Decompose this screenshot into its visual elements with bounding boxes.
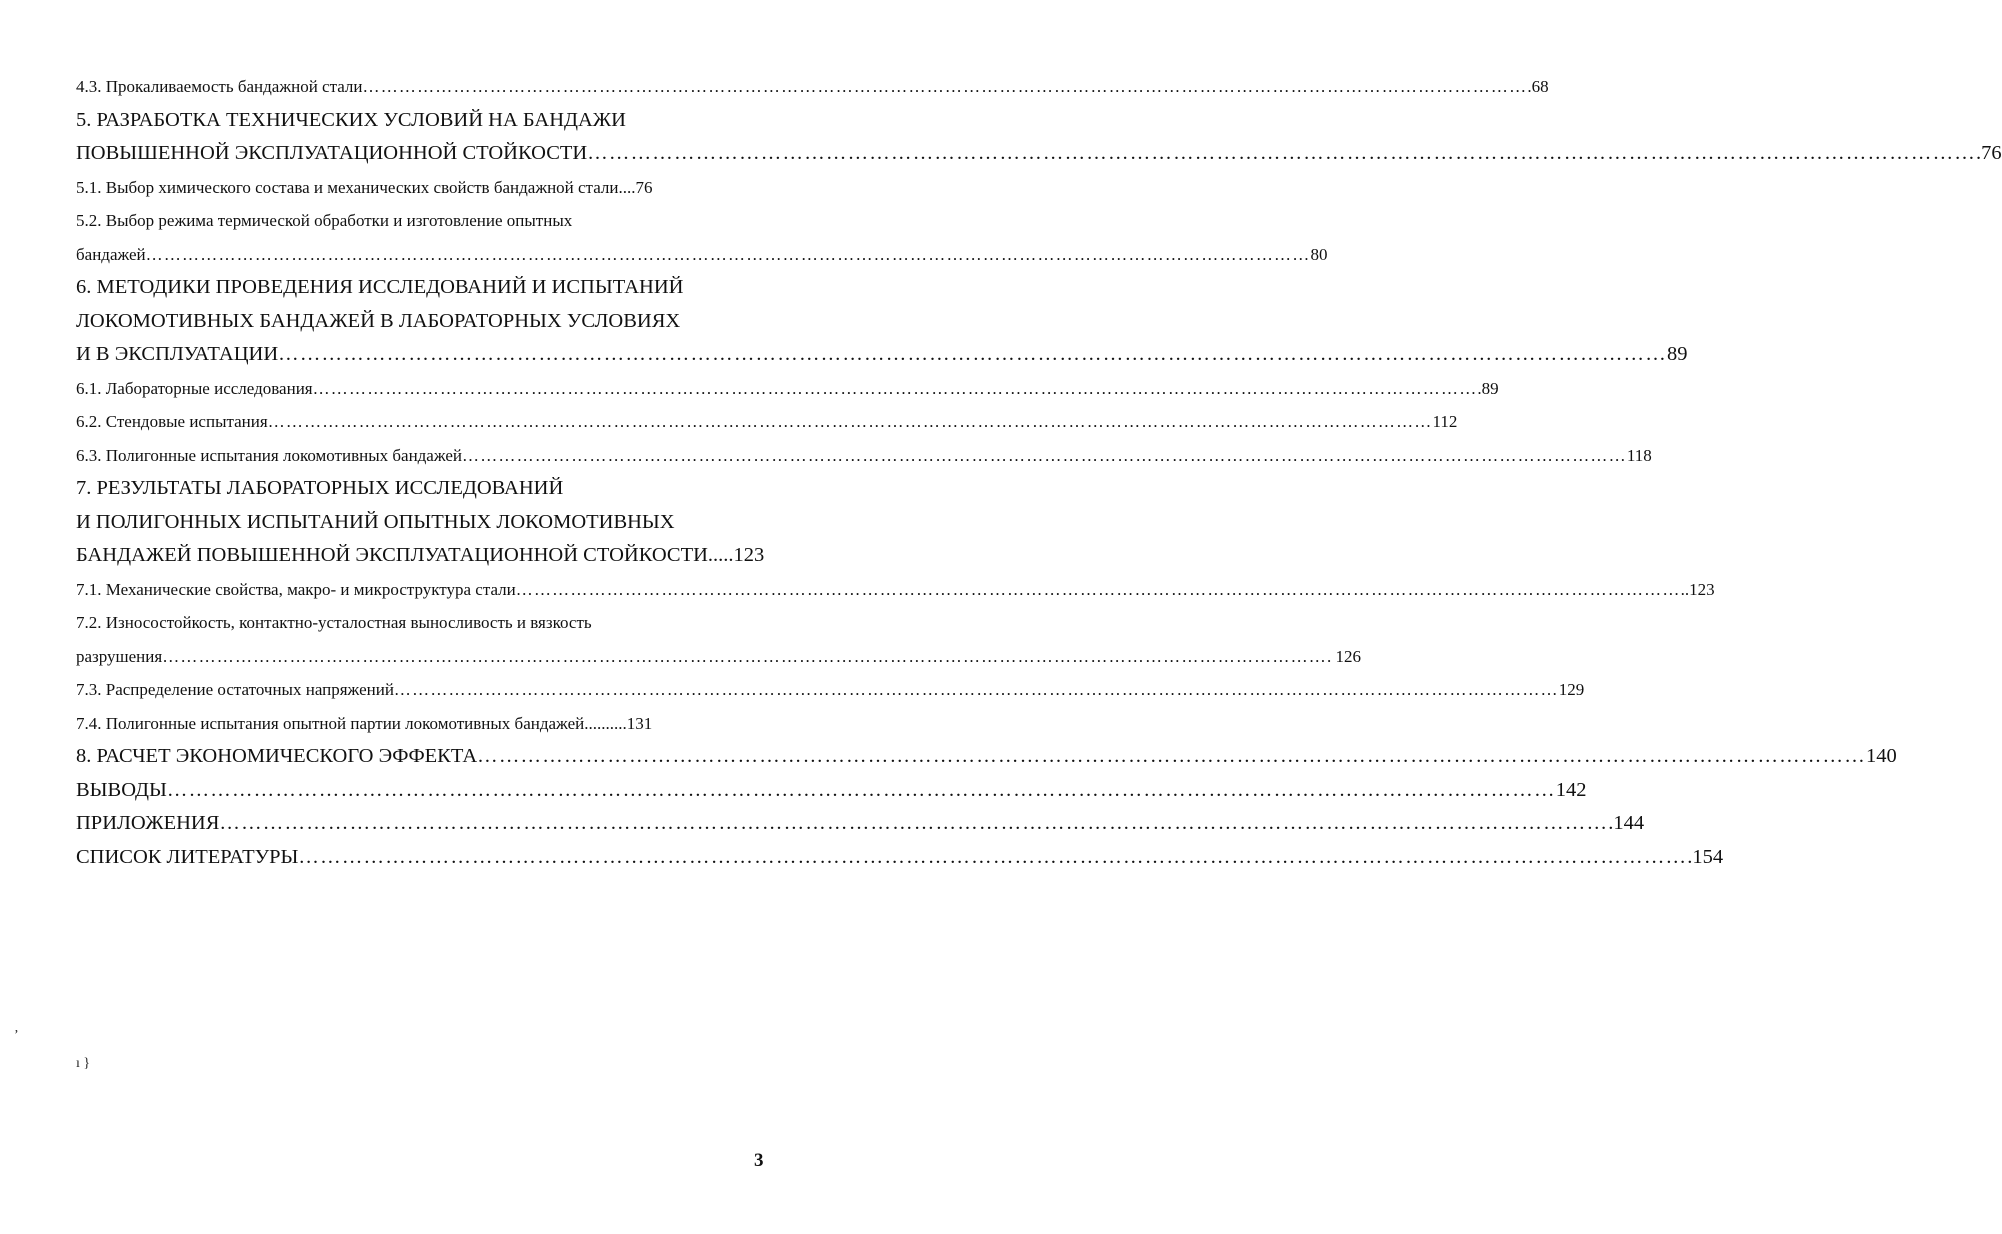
toc-entry-title: 6. МЕТОДИКИ ПРОВЕДЕНИЯ ИССЛЕДОВАНИЙ И ИСПЫТАНИЙ	[76, 276, 684, 298]
table-of-contents	[76, 70, 2002, 874]
toc-leader-dots	[516, 573, 1681, 607]
toc-leader-dots	[167, 774, 1556, 808]
toc-entry-title: 4.3. Прокаливаемость бандажной стали	[76, 77, 363, 96]
toc-entry-page: ..........131	[584, 713, 653, 733]
toc-entry	[76, 104, 744, 138]
toc-leader-dots	[162, 640, 1327, 674]
toc-entry	[76, 673, 1585, 707]
toc-leader-dots	[587, 137, 1976, 171]
toc-entry-title: ПРИЛОЖЕНИЯ	[76, 812, 220, 834]
toc-entry-title: 6.2. Стендовые испытания	[76, 412, 268, 431]
toc-entry-title: 7.1. Механические свойства, макро- и микроструктура стали	[76, 579, 516, 599]
toc-entry	[76, 606, 744, 640]
toc-entry	[76, 807, 1645, 841]
toc-entry-title: 5.1. Выбор химического состава и механических свойств бандажной стали	[76, 177, 619, 197]
toc-entry-title: 7.3. Распределение остаточных напряжений	[76, 680, 394, 699]
toc-entry	[76, 740, 1897, 774]
toc-entry	[76, 204, 744, 238]
toc-entry-title: 7. РЕЗУЛЬТАТЫ ЛАБОРАТОРНЫХ ИССЛЕДОВАНИЙ	[76, 477, 564, 499]
toc-leader-dots	[477, 740, 1866, 774]
toc-entry-title: 7.2. Износостойкость, контактно-усталостная выносливость и вязкость	[76, 613, 592, 632]
toc-leader-dots	[268, 405, 1433, 439]
stray-mark: ʼ	[14, 1028, 19, 1043]
toc-entry	[76, 271, 744, 305]
toc-entry-title: 6.1. Лабораторные исследования	[76, 378, 313, 398]
toc-entry-page: .89	[1477, 378, 1499, 398]
toc-entry-page: 89	[1666, 343, 1688, 365]
toc-entry-page: 112	[1432, 412, 1458, 431]
toc-entry-page: ..123	[1680, 579, 1715, 599]
page-number: 3	[754, 1150, 764, 1171]
toc-entry	[76, 841, 1724, 875]
toc-leader-dots	[462, 439, 1627, 473]
toc-entry-page: 142	[1555, 778, 1587, 801]
toc-entry-title: И ПОЛИГОННЫХ ИСПЫТАНИЙ ОПЫТНЫХ ЛОКОМОТИВНЫХ	[76, 510, 675, 533]
toc-entry-page: ....76	[618, 177, 653, 197]
toc-entry	[76, 305, 744, 339]
toc-entry	[76, 539, 765, 573]
toc-entry	[76, 137, 2002, 171]
toc-entry-title: 5. РАЗРАБОТКА ТЕХНИЧЕСКИХ УСЛОВИЙ НА БАНДАЖИ	[76, 108, 626, 131]
toc-entry	[76, 707, 744, 741]
toc-entry-title: ПОВЫШЕННОЙ ЭКСПЛУАТАЦИОННОЙ СТОЙКОСТИ	[76, 142, 588, 164]
toc-entry-page: 118	[1626, 445, 1652, 465]
toc-leader-dots	[313, 372, 1478, 406]
toc-entry-title: 6.3. Полигонные испытания локомотивных бандажей	[76, 445, 463, 465]
toc-entry-title: бандажей	[76, 244, 146, 264]
toc-entry	[76, 640, 1361, 674]
toc-entry-page: .144	[1608, 812, 1645, 834]
toc-entry-title: ВЫВОДЫ	[76, 778, 167, 801]
toc-entry-title: СПИСОК ЛИТЕРАТУРЫ	[76, 845, 299, 868]
toc-entry-title: 7.4. Полигонные испытания опытной партии локомотивных бандажей	[76, 713, 585, 733]
toc-entry-page: .154	[1687, 845, 1724, 868]
toc-entry	[76, 70, 1549, 104]
toc-leader-dots	[278, 338, 1667, 372]
toc-entry-title: 8. РАСЧЕТ ЭКОНОМИЧЕСКОГО ЭФФЕКТА	[76, 745, 478, 767]
toc-entry-title: разрушения	[76, 646, 163, 666]
toc-entry-page: .....123	[707, 544, 765, 566]
toc-entry	[76, 238, 1328, 272]
toc-leader-dots	[394, 673, 1559, 707]
toc-entry	[76, 171, 744, 205]
toc-entry	[76, 506, 744, 540]
toc-entry	[76, 405, 1458, 439]
toc-entry	[76, 338, 1688, 372]
toc-entry-page: 140	[1865, 745, 1897, 767]
toc-entry-title: ЛОКОМОТИВНЫХ БАНДАЖЕЙ В ЛАБОРАТОРНЫХ УСЛОВИЯХ	[76, 309, 681, 332]
toc-entry-title: 5.2. Выбор режима термической обработки и изготовление опытных	[76, 211, 573, 230]
stray-mark: ı }	[76, 1056, 91, 1071]
toc-entry	[76, 774, 1587, 808]
toc-entry-page: .68	[1527, 77, 1549, 96]
toc-entry	[76, 439, 1652, 473]
toc-leader-dots	[219, 807, 1608, 841]
toc-entry	[76, 372, 1499, 406]
toc-leader-dots	[363, 70, 1528, 104]
toc-entry-page: 80	[1310, 244, 1328, 264]
toc-entry-page: .76	[1976, 142, 2002, 164]
toc-entry-title: БАНДАЖЕЙ ПОВЫШЕННОЙ ЭКСПЛУАТАЦИОННОЙ СТОЙКОСТИ	[76, 544, 708, 566]
toc-entry	[76, 472, 744, 506]
toc-entry-title: И В ЭКСПЛУАТАЦИИ	[76, 343, 279, 365]
toc-leader-dots	[298, 841, 1687, 875]
toc-entry-page: . 126	[1327, 646, 1361, 666]
toc-leader-dots	[146, 238, 1311, 272]
toc-entry-page: 129	[1558, 680, 1585, 699]
toc-entry	[76, 573, 1715, 607]
